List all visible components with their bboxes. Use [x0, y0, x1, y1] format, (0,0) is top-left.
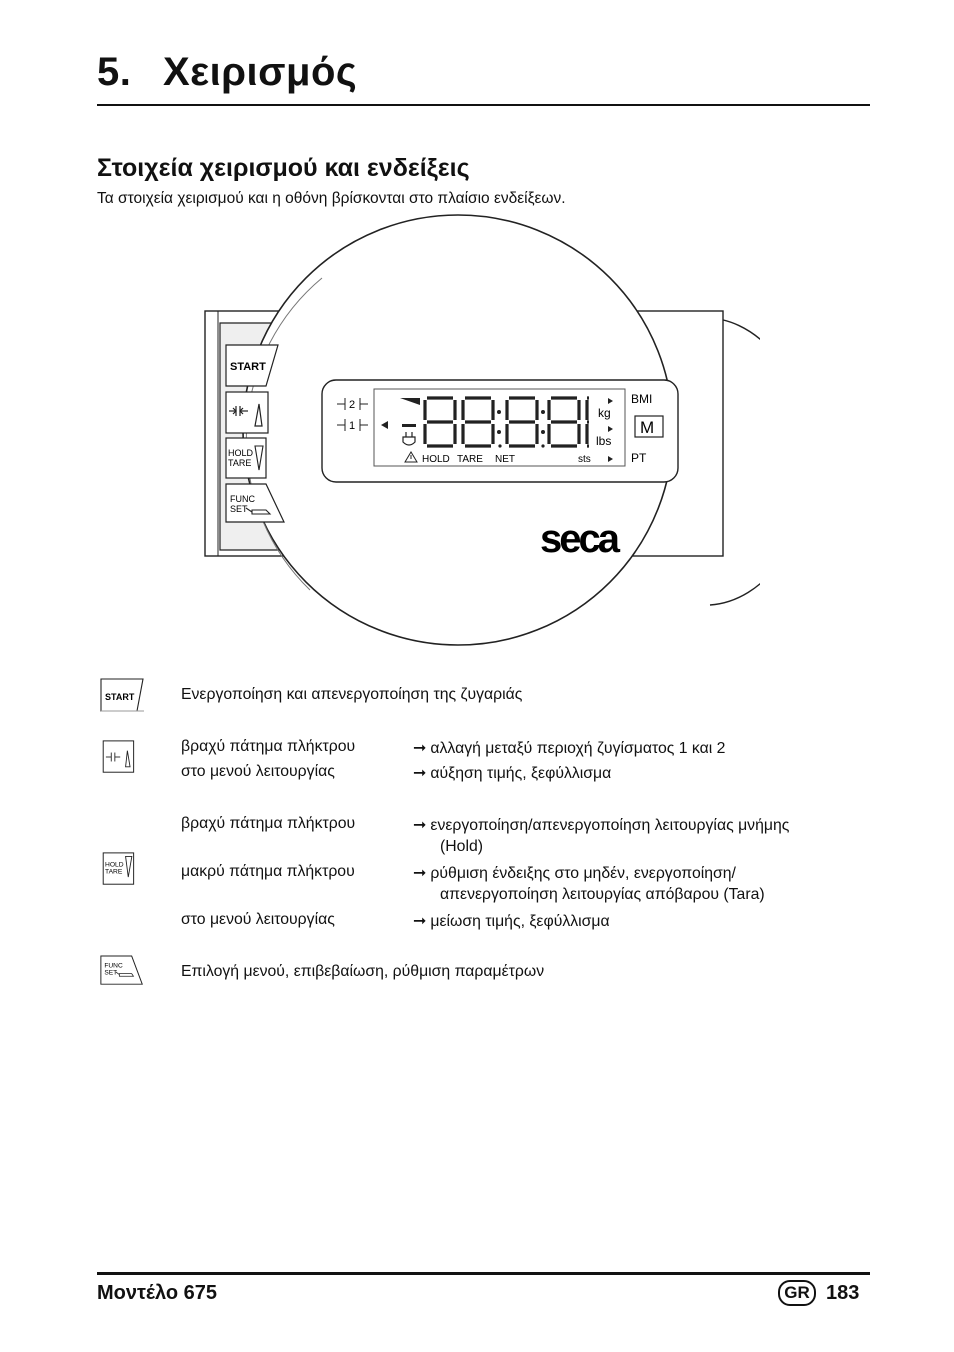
set-key-label: SET [230, 504, 248, 514]
func-set-key-icon [100, 954, 144, 988]
range-2-label: 2 [349, 399, 356, 411]
range-desc-left-2: στο μενού λειτουργίας [181, 763, 335, 780]
hold-desc-right-2-cont: απενεργοποίηση λειτουργίας απόβαρου (Tara) [440, 886, 765, 903]
hold-tare-key-icon [100, 852, 144, 886]
hold-desc-right-1 [413, 815, 789, 835]
range-desc-right-1-text: αλλαγή μεταξύ περιοχή ζυγίσματος 1 και 2 [430, 740, 726, 757]
chapter-heading [97, 50, 357, 95]
hold-desc-right-2 [413, 863, 736, 883]
range-1-label: 1 [349, 420, 356, 432]
range-desc-left-1: βραχύ πάτημα πλήκτρου [181, 738, 356, 755]
footer-model: Μοντέλο 675 [97, 1282, 217, 1304]
seca-logo: seca [540, 517, 617, 561]
heading-rule [97, 104, 870, 106]
hold-desc-right-3-text: μείωση τιμής, ξεφύλλισμα [430, 913, 610, 930]
country-badge: GR [778, 1280, 816, 1306]
range-key-icon [100, 740, 144, 774]
range-desc-right-1 [413, 738, 725, 758]
range-desc-right-2 [413, 763, 611, 783]
start-key-icon [100, 678, 144, 712]
hold-icon-label: HOLD [105, 861, 124, 869]
section-title: Στοιχεία χειρισμού και ενδείξεις [97, 154, 470, 182]
hold-desc-left-2: μακρύ πάτημα πλήκτρου [181, 863, 355, 880]
start-description: Ενεργοποίηση και απενεργοποίηση της ζυγαριάς [181, 686, 523, 703]
arrow-icon: ➞ [413, 865, 427, 882]
chapter-number: 5. [97, 50, 132, 94]
hold-desc-left-1: βραχύ πάτημα πλήκτρου [181, 815, 356, 832]
hold-tare-key[interactable] [226, 438, 266, 478]
arrow-icon: ➞ [413, 765, 427, 782]
hold-desc-right-3 [413, 911, 610, 931]
footer-rule [97, 1272, 870, 1275]
tare-key-label: TARE [228, 458, 252, 468]
section-intro: Τα στοιχεία χειρισμού και η οθόνη βρίσκονται στο πλαίσιο ενδείξεων. [97, 190, 566, 207]
start-icon-label: START [105, 692, 135, 702]
tare-icon-label: TARE [105, 868, 123, 876]
status-hold: HOLD [422, 454, 450, 465]
arrow-icon: ➞ [413, 817, 427, 834]
arrow-icon: ➞ [413, 740, 427, 757]
hold-desc-right-2-text: ρύθμιση ένδειξης στο μηδέν, ενεργοποίηση/ [430, 865, 736, 882]
func-description: Επιλογή μενού, επιβεβαίωση, ρύθμιση παραμέτρων [181, 963, 545, 980]
bmi-label: BMI [631, 392, 653, 406]
chapter-title: Χειρισμός [163, 50, 358, 94]
arrow-icon: ➞ [413, 913, 427, 930]
page-number: 183 [826, 1281, 860, 1304]
hold-desc-right-1-text: ενεργοποίηση/απενεργοποίηση λειτουργίας μνήμης [430, 817, 790, 834]
range-key[interactable] [226, 392, 268, 433]
hold-desc-right-1-cont: (Hold) [440, 838, 484, 855]
memory-label: M [640, 418, 655, 437]
minus-sign-icon [402, 424, 416, 427]
pt-label: PT [631, 451, 647, 465]
lcd-display [322, 380, 678, 482]
range-desc-right-2-text: αύξηση τιμής, ξεφύλλισμα [430, 765, 612, 782]
status-net: NET [495, 454, 515, 465]
status-tare: TARE [457, 454, 483, 465]
func-key-label: FUNC [230, 494, 255, 504]
unit-lbs-label: lbs [596, 434, 612, 448]
hold-key-label: HOLD [228, 448, 254, 458]
start-key-label: START [230, 361, 266, 373]
hold-desc-left-3: στο μενού λειτουργίας [181, 911, 335, 928]
status-sts: sts [578, 454, 591, 465]
display-panel-illustration [200, 212, 760, 652]
set-icon-label: SET [104, 969, 118, 977]
func-icon-label: FUNC [104, 962, 123, 970]
unit-kg-label: kg [598, 406, 611, 420]
footer-page-info [778, 1280, 859, 1306]
